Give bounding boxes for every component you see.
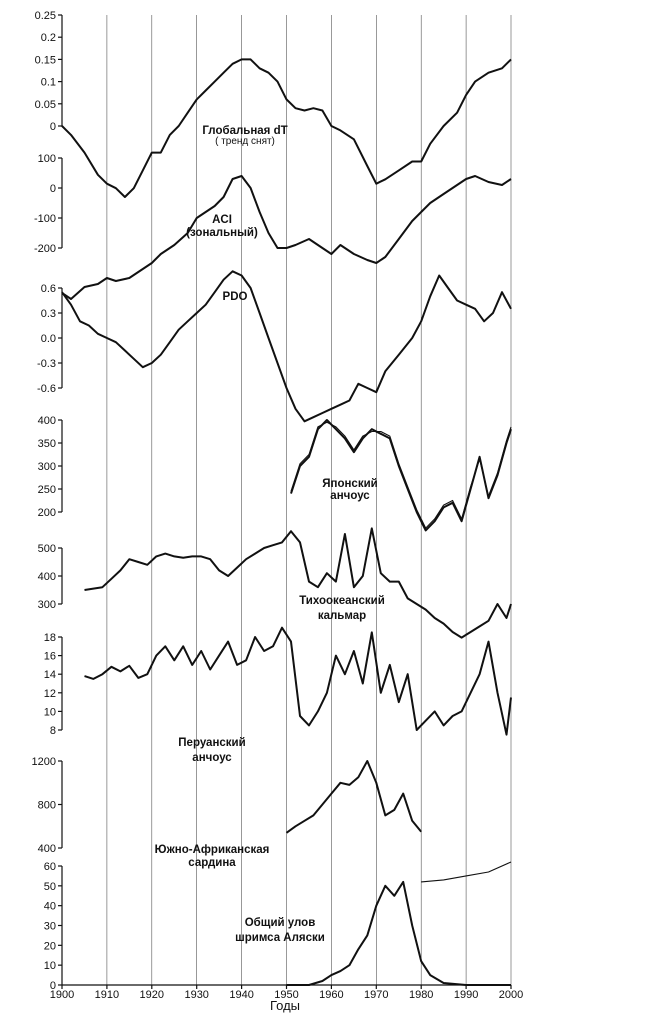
squid-ytick-label: 300: [37, 599, 56, 611]
shrimp_ak-ytick-label: 50: [43, 880, 56, 893]
xtick-label: 1960: [319, 989, 344, 1001]
shrimp_ak-ytick-label: 60: [43, 861, 56, 873]
shrimp_ak-ytick-label: 20: [43, 940, 56, 953]
anchovy_jp-label: Японский: [322, 478, 378, 490]
dt-ytick-label: 0.25: [34, 10, 56, 22]
shrimp_ak-sublabel: шримса Аляски: [235, 932, 325, 944]
squid-sublabel: кальмар: [317, 610, 367, 622]
pdo-ytick-label: 0.0: [40, 333, 56, 345]
anchovy_jp-sublabel: анчоус: [330, 490, 370, 502]
shrimp_ak-label: Общий улов: [244, 917, 316, 929]
anchovy_pe-ytick-label: 10: [43, 706, 56, 719]
anchovy_pe-ytick-label: 12: [43, 687, 56, 700]
xtick-label: 1980: [408, 989, 434, 1001]
sardine_sa-series-line-0: [287, 761, 422, 833]
anchovy_pe-ytick-label: 16: [43, 650, 56, 663]
aci-sublabel: (зональный): [186, 227, 258, 239]
anchovy_jp-ytick-label: 400: [37, 415, 56, 427]
sardine_sa-ytick-label: 1200: [31, 756, 56, 768]
anchovy_jp-ytick-label: 350: [37, 438, 56, 450]
anchovy_jp-ytick-label: 200: [37, 507, 56, 519]
xtick-label: 1970: [364, 989, 389, 1001]
anchovy_pe-ytick-label: 8: [49, 725, 56, 737]
pdo-ytick-label: -0.6: [37, 383, 56, 395]
shrimp_ak-ytick-label: 10: [43, 960, 56, 973]
panel-labels: [155, 125, 385, 944]
squid-series-line-0: [85, 528, 512, 637]
anchovy_pe-series-line-0: [85, 628, 512, 735]
aci-ytick-label: 100: [37, 153, 56, 165]
squid-label: Тихоокеанский: [299, 595, 385, 607]
aci-label: ACI: [212, 214, 232, 226]
xtick-label: 1900: [49, 989, 75, 1001]
xtick-label: 1950: [274, 989, 299, 1001]
pdo-ytick-label: -0.3: [37, 358, 56, 370]
dt-ytick-label: 0.15: [34, 54, 56, 67]
x-axis-label: Годы: [269, 998, 301, 1013]
sardine_sa-label: Южно-Африканская: [154, 844, 270, 856]
anchovy_pe-sublabel: анчоус: [192, 752, 232, 764]
xtick-label: 1990: [453, 989, 479, 1001]
dt-label: Глобальная dT: [202, 125, 288, 137]
x-axis: [50, 985, 523, 1013]
dt-sublabel: ( тренд снят): [215, 136, 275, 147]
xtick-label: 1930: [184, 989, 209, 1001]
dt-ytick-label: 0.05: [34, 98, 56, 111]
vertical-grid: [107, 15, 511, 985]
anchovy_jp-ytick-label: 300: [37, 461, 56, 473]
anchovy_pe-label: Перуанский: [178, 737, 246, 749]
shrimp_ak-ytick-label: 0: [49, 980, 56, 992]
pdo-ytick-label: 0.6: [40, 283, 56, 295]
pdo-label: PDO: [222, 291, 248, 303]
squid-ytick-label: 400: [37, 571, 56, 583]
xtick-label: 1910: [94, 989, 120, 1001]
aci-ytick-label: -200: [33, 243, 56, 255]
xtick-label: 1920: [139, 989, 165, 1001]
shrimp_ak-ytick-label: 40: [43, 900, 56, 913]
sardine_sa-ytick-label: 400: [37, 843, 56, 855]
aci-ytick-label: -100: [33, 213, 56, 225]
sardine_sa-sublabel: сардина: [188, 857, 236, 869]
dt-ytick-label: 0: [49, 121, 56, 133]
anchovy_jp-series-line-1: [291, 422, 511, 528]
axes: [32, 10, 62, 992]
squid-ytick-label: 500: [37, 543, 56, 555]
xtick-label: 1940: [229, 989, 254, 1001]
anchovy_jp-ytick-label: 250: [37, 484, 56, 496]
dt-ytick-label: 0.2: [40, 32, 56, 45]
sardine_sa-ytick-label: 800: [37, 799, 56, 812]
anchovy_pe-ytick-label: 14: [43, 669, 56, 682]
xtick-label: 2000: [498, 989, 524, 1001]
dt-ytick-label: 0.1: [40, 76, 56, 89]
anchovy_jp-series-line-0: [291, 420, 511, 530]
shrimp_ak-ytick-label: 30: [43, 920, 56, 933]
aci-ytick-label: 0: [49, 183, 56, 195]
pdo-ytick-label: 0.3: [40, 308, 56, 320]
anchovy_pe-ytick-label: 18: [43, 632, 56, 644]
